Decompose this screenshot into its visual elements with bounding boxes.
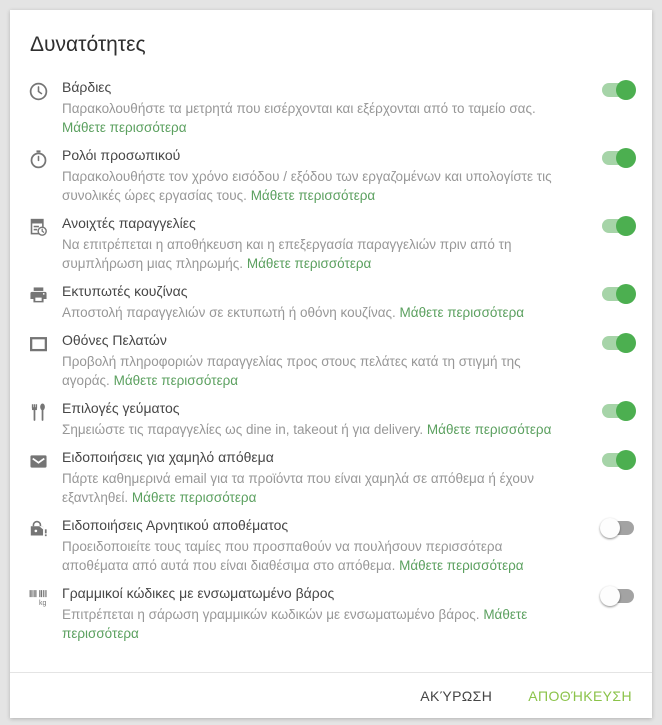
feature-description [62, 99, 564, 137]
toggle-embedded-weight-barcodes[interactable] [600, 586, 636, 606]
learn-more-link[interactable]: Μάθετε περισσότερα [113, 373, 239, 388]
feature-content [62, 584, 600, 643]
learn-more-link[interactable]: Μάθετε περισσότερα [250, 188, 376, 203]
toggle-knob [616, 216, 636, 236]
dialog-footer [10, 672, 652, 718]
toggle-open-orders[interactable] [600, 216, 636, 236]
feature-content [62, 399, 600, 439]
toggle-knob [616, 450, 636, 470]
feature-description-text: Προβολή πληροφοριών παραγγελίας προς στους πελάτες κατά τη στιγμή της αγοράς. [62, 354, 521, 388]
feature-row-kitchen-printers [28, 282, 636, 322]
feature-title: Ειδοποιήσεις για χαμηλό απόθεμα [62, 449, 274, 465]
toggle-low-stock-notifications[interactable] [600, 450, 636, 470]
feature-title: Εκτυπωτές κουζίνας [62, 283, 188, 299]
feature-content [62, 282, 600, 322]
save-button[interactable]: ΑΠΟΘΉΚΕΥΣΗ [524, 682, 636, 710]
feature-description-text: Προειδοποιείτε τους ταμίες που προσπαθούν να πουλήσουν περισσότερα αποθέματα από αυτά που είναι διαθέσιμα στο απόθεμα. [62, 539, 503, 573]
feature-title: Επιλογές γεύματος [62, 400, 180, 416]
learn-more-link[interactable]: Μάθετε περισσότερα [62, 607, 528, 641]
toggle-knob [616, 80, 636, 100]
feature-row-low-stock-notifications [28, 448, 636, 507]
feature-content [62, 146, 600, 205]
cancel-button[interactable]: ΑΚΎΡΩΣΗ [416, 682, 496, 710]
toggle-knob [616, 333, 636, 353]
toggle-knob [616, 401, 636, 421]
feature-row-open-orders [28, 214, 636, 273]
display-icon [28, 334, 49, 355]
feature-content [62, 78, 600, 137]
feature-title: Ανοιχτές παραγγελίες [62, 215, 196, 231]
feature-content [62, 516, 600, 575]
features-dialog [10, 10, 652, 718]
learn-more-link[interactable]: Μάθετε περισσότερα [246, 256, 372, 271]
learn-more-link[interactable]: Μάθετε περισσότερα [399, 558, 524, 573]
feature-content [62, 214, 600, 273]
feature-description-text: Πάρτε καθημερινά email για τα προϊόντα που είναι χαμηλά σε απόθεμα ή έχουν εξαντληθεί. [62, 471, 535, 505]
feature-content [62, 331, 600, 390]
toggle-time-clock[interactable] [600, 148, 636, 168]
feature-title: Οθόνες Πελατών [62, 332, 167, 348]
features-list [10, 58, 652, 672]
feature-row-negative-stock-alerts [28, 516, 636, 575]
toggle-dining-options[interactable] [600, 401, 636, 421]
feature-row-shifts [28, 78, 636, 137]
feature-row-dining-options [28, 399, 636, 439]
feature-description [62, 352, 564, 390]
toggle-shifts[interactable] [600, 80, 636, 100]
feature-title: Ειδοποιήσεις Αρνητικού αποθέματος [62, 517, 289, 533]
utensils-icon [28, 402, 49, 423]
feature-description [62, 469, 564, 507]
feature-title: Βάρδιες [62, 79, 112, 95]
feature-row-embedded-weight-barcodes [28, 584, 636, 643]
clock-icon [28, 81, 49, 102]
feature-title: Ρολόι προσωπικού [62, 147, 181, 163]
stopwatch-icon [28, 149, 49, 170]
feature-description-text: Να επιτρέπεται η αποθήκευση και η επεξεργασία παραγγελιών πριν από τη συμπλήρωση μιας πληρωμής. [62, 237, 512, 271]
toggle-customer-displays[interactable] [600, 333, 636, 353]
learn-more-link[interactable]: Μάθετε περισσότερα [62, 120, 187, 135]
feature-content [62, 448, 600, 507]
feature-description [62, 605, 564, 643]
bag-alert-icon [28, 519, 49, 540]
feature-description [62, 420, 564, 439]
feature-description [62, 167, 564, 205]
barcode-kg-icon [28, 587, 49, 608]
learn-more-link[interactable]: Μάθετε περισσότερα [131, 490, 257, 505]
feature-description-text: Επιτρέπεται η σάρωση γραμμικών κωδικών με ενσωματωμένο βάρος. [62, 607, 480, 622]
feature-description-text: Αποστολή παραγγελιών σε εκτυπωτή ή οθόνη κουζίνας. [62, 305, 396, 320]
toggle-knob [600, 586, 620, 606]
toggle-negative-stock-alerts[interactable] [600, 518, 636, 538]
feature-description [62, 235, 564, 273]
toggle-knob [616, 148, 636, 168]
feature-row-time-clock [28, 146, 636, 205]
learn-more-link[interactable]: Μάθετε περισσότερα [399, 305, 525, 320]
feature-description [62, 537, 564, 575]
printer-icon [28, 285, 49, 306]
page-title: Δυνατότητες [30, 33, 146, 56]
feature-description [62, 303, 564, 322]
feature-row-customer-displays [28, 331, 636, 390]
toggle-knob [616, 284, 636, 304]
feature-description-text: Παρακολουθήστε τον χρόνο εισόδου / εξόδου των εργαζομένων και υπολογίστε τις συνολικές ώρες εργασίας τους. [62, 169, 552, 203]
kg-label: kg [38, 599, 47, 607]
feature-description-text: Παρακολουθήστε τα μετρητά που εισέρχονται και εξέρχονται από το ταμείο σας. [62, 101, 536, 116]
order-clock-icon [28, 217, 49, 238]
envelope-icon [28, 451, 49, 472]
feature-description-text: Σημειώστε τις παραγγελίες ως dine in, takeout ή για delivery. [62, 422, 424, 437]
toggle-kitchen-printers[interactable] [600, 284, 636, 304]
toggle-knob [600, 518, 620, 538]
feature-title: Γραμμικοί κώδικες με ενσωματωμένο βάρος [62, 585, 335, 601]
learn-more-link[interactable]: Μάθετε περισσότερα [426, 422, 552, 437]
